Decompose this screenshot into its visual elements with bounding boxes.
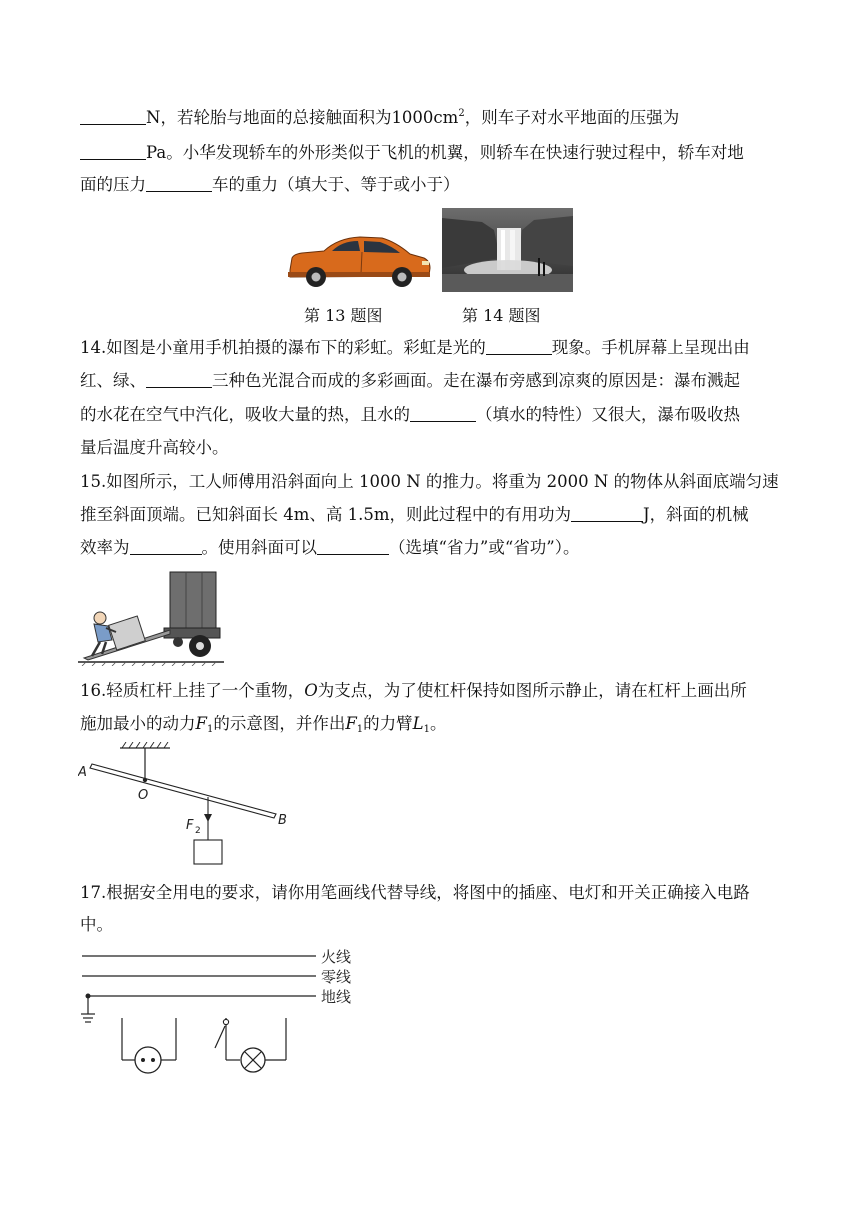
q15-line3: 效率为 。使用斜面可以 （选填“省力”或“省功”）。 [80,538,580,557]
q16-line1: 16.轻质杠杆上挂了一个重物，O为支点，为了使杠杆保持如图所示静止，请在杠杆上画出所 [80,681,747,700]
answer-blank[interactable] [80,108,146,125]
lever-figure [78,742,298,868]
lever-label-o: O [138,788,149,803]
circuit-figure [78,944,368,1076]
figure-13-caption: 第 13 题图 [304,306,383,325]
q15-line1: 15.如图所示，工人师傅用沿斜面向上 1000 N 的推力。将重为 2000 N 的物体从斜面底端匀速 [80,472,779,491]
ground-wire-label: 地线 [321,988,352,1006]
q14-line4: 量后温度升高较小。 [80,438,229,457]
lever-label-b: B [278,813,287,828]
lever-label-f2-sub: 2 [195,826,201,836]
lever-label-a: A [78,765,87,780]
answer-blank[interactable] [410,405,476,422]
socket[interactable] [122,1018,176,1073]
car-figure [284,230,432,292]
q13-line3: 面的压力 车的重力（填大于、等于或小于） [80,175,460,194]
lamp[interactable] [241,1018,286,1072]
neutral-wire-label: 零线 [321,968,352,986]
q14-line2: 红、绿、 三种色光混合而成的多彩画面。走在瀑布旁感到凉爽的原因是：瀑布溅起 [80,371,740,390]
q17-line1: 17.根据安全用电的要求，请你用笔画线代替导线，将图中的插座、电灯和开关正确接入电路 [80,883,750,902]
q16-line2: 施加最小的动力$F_1$的示意图，并作出$F_1$的力臂$L_1$。 [80,714,447,735]
answer-blank[interactable] [571,505,643,522]
q17-line2: 中。 [80,915,113,934]
waterfall-photo [442,208,573,292]
answer-blank[interactable] [130,538,202,555]
switch[interactable] [215,1018,240,1060]
q14-line3: 的水花在空气中汽化，吸收大量的热，且水的 （填水的特性）又很大，瀑布吸收热 [80,405,740,424]
q15-line2: 推至斜面顶端。已知斜面长 4m、高 1.5m，则此过程中的有用功为 J，斜面的机械 [80,505,749,524]
q13-line1: N，若轮胎与地面的总接触面积为$1000cm^2$，则车子对水平地面的压强为 [80,107,679,129]
answer-blank[interactable] [80,143,146,160]
answer-blank[interactable] [146,175,212,192]
live-wire-label: 火线 [321,948,352,966]
answer-blank[interactable] [146,371,212,388]
answer-blank[interactable] [486,338,552,355]
answer-blank[interactable] [317,538,389,555]
q14-line1: 14.如图是小童用手机拍摄的瀑布下的彩虹。彩虹是光的 现象。手机屏幕上呈现出由 [80,338,750,357]
figure-14-caption: 第 14 题图 [462,306,541,325]
incline-truck-figure [78,570,224,666]
lever-label-f2: F [186,818,194,833]
q13-line2: Pa。小华发现轿车的外形类似于飞机的机翼，则轿车在快速行驶过程中，轿车对地 [80,142,744,164]
